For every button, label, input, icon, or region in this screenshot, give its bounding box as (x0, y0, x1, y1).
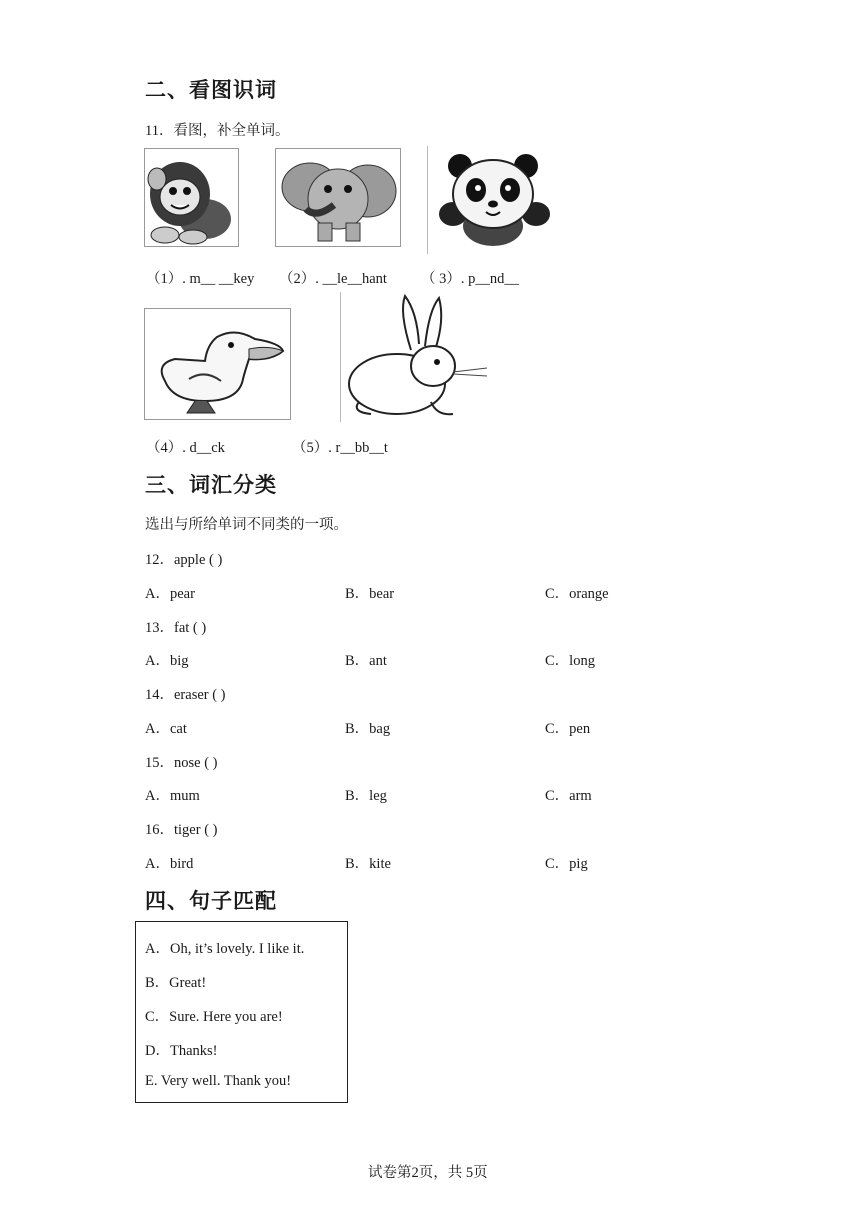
question-14-stem: 14．eraser ( ) (145, 687, 226, 703)
duck-image (144, 308, 291, 420)
matching-option-b: B．Great! (145, 975, 207, 991)
section-title-vocabulary: 三、词汇分类 (145, 473, 277, 497)
question-15-option-c: C．arm (545, 788, 592, 804)
question-16-option-a: A．bird (145, 856, 194, 872)
question-15-option-b: B．leg (345, 788, 387, 804)
question-11-prompt: 11．看图，补全单词。 (145, 123, 290, 139)
question-13-option-a: A．big (145, 653, 189, 669)
question-12-option-c: C．orange (545, 586, 609, 602)
page-footer: 试卷第2页，共 5页 (368, 1165, 488, 1181)
monkey-image (144, 148, 239, 247)
question-15-option-a: A．mum (145, 788, 200, 804)
question-12-stem: 12．apple ( ) (145, 552, 223, 568)
section-3-instruction: 选出与所给单词不同类的一项。 (145, 517, 348, 533)
question-13-option-c: C．long (545, 653, 595, 669)
rabbit-image (340, 292, 489, 422)
question-12-option-b: B．bear (345, 586, 395, 602)
question-14-option-a: A．cat (145, 721, 187, 737)
matching-option-e: E. Very well. Thank you! (145, 1073, 292, 1089)
matching-option-d: D．Thanks! (145, 1043, 218, 1059)
question-14-option-c: C．pen (545, 721, 591, 737)
section-title-picture-words: 二、看图识词 (145, 78, 277, 102)
question-12-option-a: A．pear (145, 586, 195, 602)
word-4-blank: （4）. d__ck (146, 440, 225, 456)
question-14-option-b: B．bag (345, 721, 391, 737)
word-5-blank: （5）. r__bb__t (292, 440, 388, 456)
question-16-stem: 16．tiger ( ) (145, 822, 218, 838)
question-13-option-b: B．ant (345, 653, 387, 669)
section-title-sentence-matching: 四、句子匹配 (145, 889, 277, 913)
matching-option-c: C．Sure. Here you are! (145, 1009, 283, 1025)
word-2-blank: （2）. __le__hant (279, 271, 387, 287)
question-16-option-c: C．pig (545, 856, 588, 872)
matching-option-a: A．Oh, it’s lovely. I like it. (145, 941, 305, 957)
elephant-image (275, 148, 401, 247)
word-3-blank: （ 3）. p__nd__ (421, 271, 519, 287)
word-1-blank: （1）. m__ __key (146, 271, 255, 287)
question-15-stem: 15．nose ( ) (145, 755, 218, 771)
question-13-stem: 13．fat ( ) (145, 620, 207, 636)
question-16-option-b: B．kite (345, 856, 391, 872)
panda-image (427, 146, 558, 254)
